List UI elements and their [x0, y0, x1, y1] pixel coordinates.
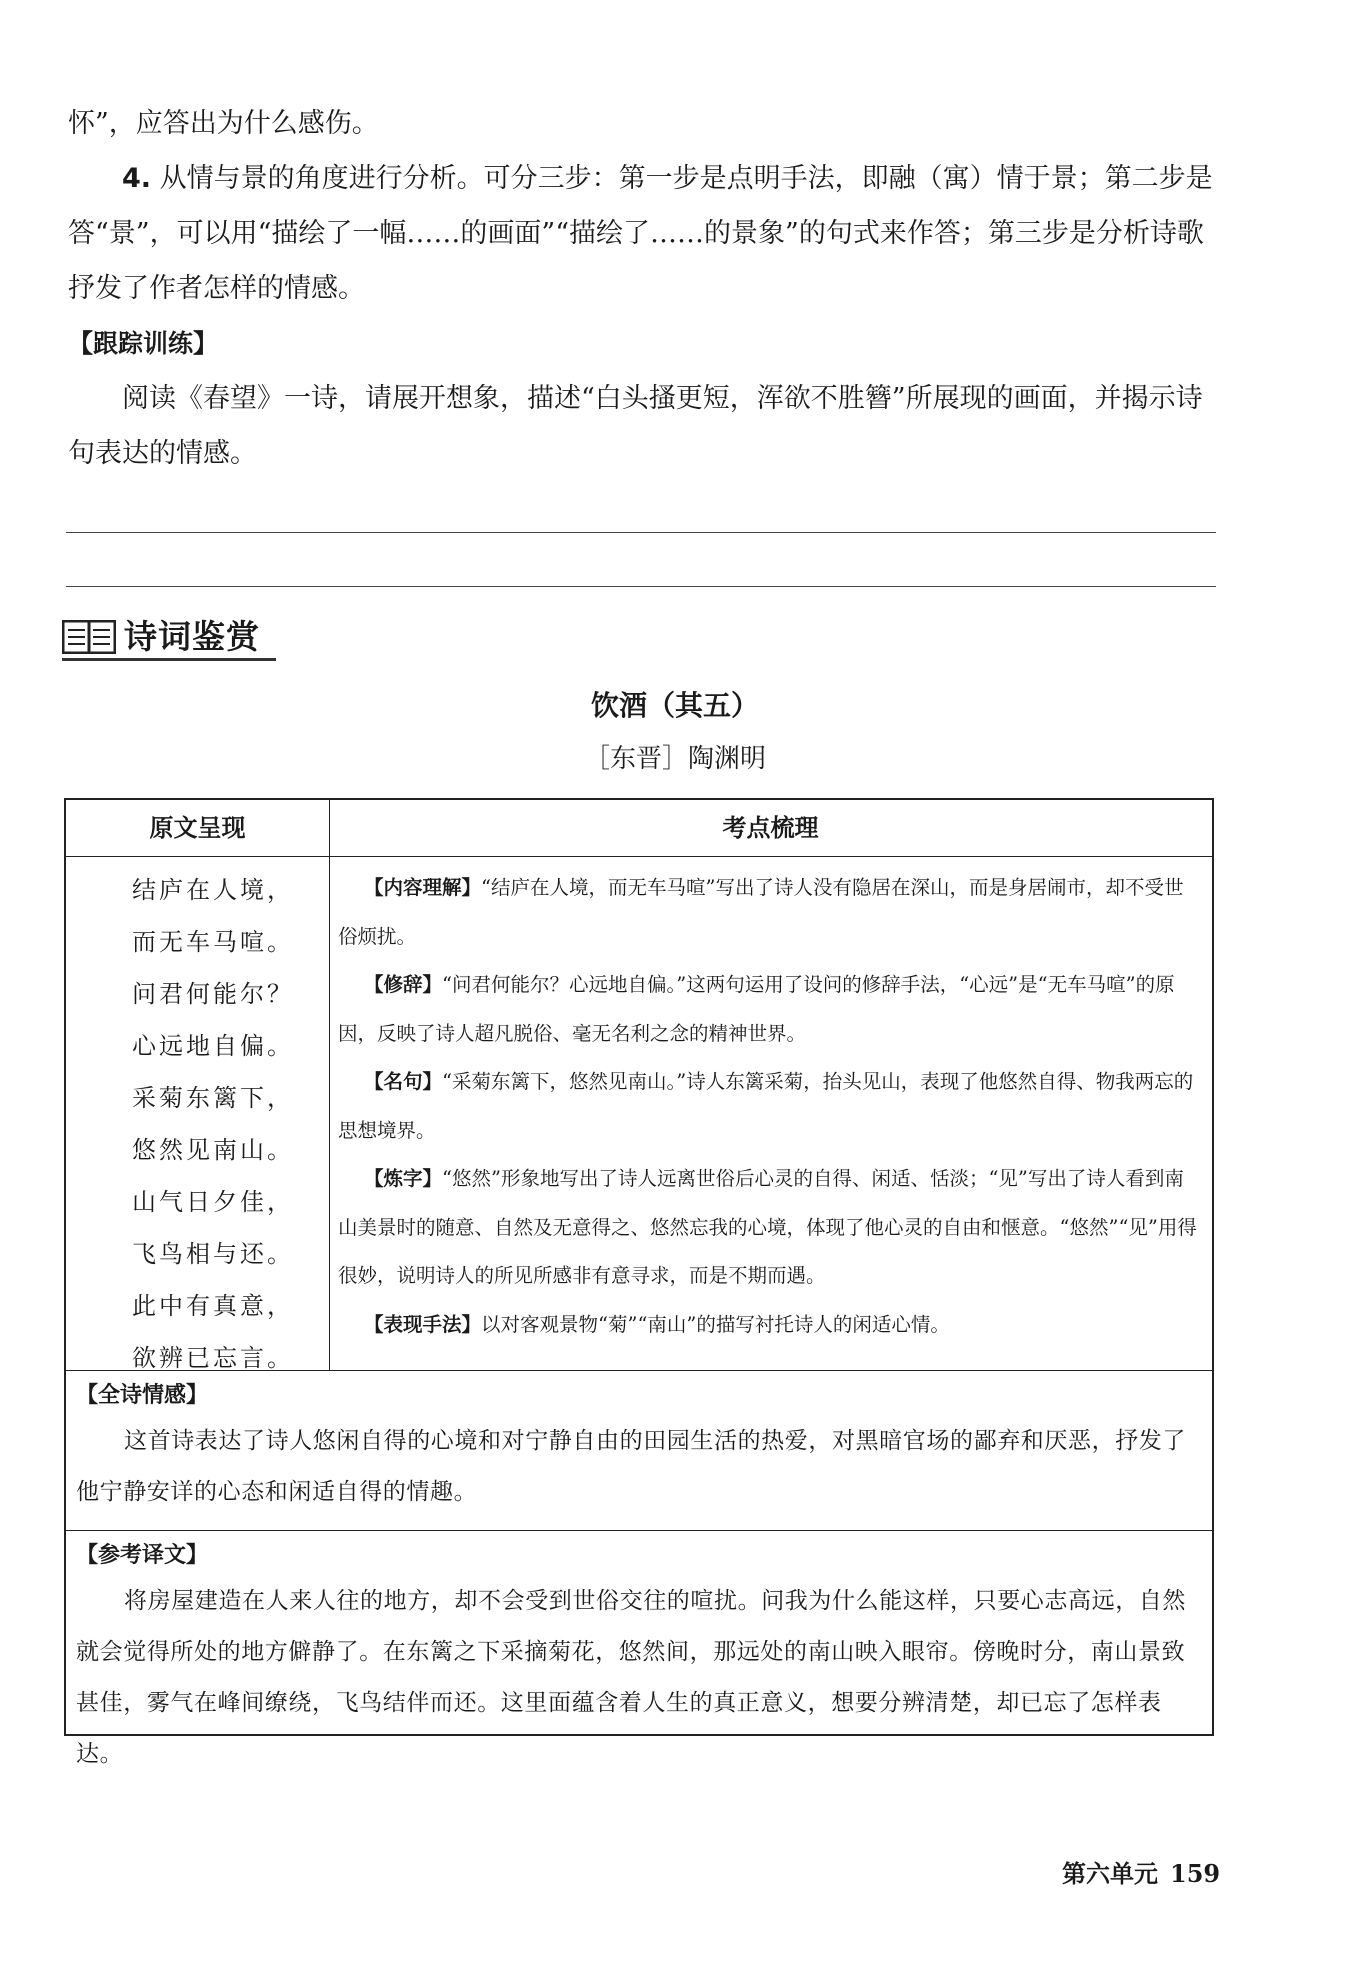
practice-question: 阅读《春望》一诗，请展开想象，描述“白头搔更短，浑欲不胜簪”所展现的画面，并揭示诗句表达的情感。 [68, 383, 1203, 469]
poem-text [66, 864, 329, 1384]
guidance-line-1: 怀”，应答出为什么感伤。 [68, 108, 379, 139]
note-tag: 【修辞】 [364, 973, 443, 996]
poem-line: 采菊东篱下， [132, 1084, 294, 1112]
section-underline [62, 658, 276, 661]
poem-line: 山气日夕佳， [132, 1188, 294, 1216]
section-title: 诗词鉴赏 [124, 617, 260, 656]
poem-analysis-table [64, 798, 1214, 1767]
practice-block [68, 316, 1218, 481]
unit-label: 第六单元 [1062, 1860, 1158, 1888]
poem-line: 飞鸟相与还。 [132, 1240, 294, 1268]
note-text: “结庐在人境，而无车马喧”写出了诗人没有隐居在深山，而是身居闹市，却不受世俗烦扰。 [338, 876, 1184, 948]
poem-line: 悠然见南山。 [132, 1136, 294, 1164]
analysis-notes [338, 864, 1200, 1349]
page-footer [1062, 1854, 1220, 1889]
page-number: 159 [1170, 1859, 1221, 1888]
row-divider-emotion [66, 1370, 1212, 1371]
translation-label: 【参考译文】 [76, 1543, 209, 1568]
item-number: 4. [122, 163, 152, 194]
poem-line: 心远地自偏。 [132, 1032, 294, 1060]
column-header-original: 原文呈现 [149, 814, 246, 842]
poem-author: ［东晋］陶渊明 [583, 744, 766, 774]
answer-line-2 [66, 586, 1216, 587]
note-technique [338, 1301, 1200, 1350]
note-rhetoric [338, 961, 1200, 1058]
emotion-label: 【全诗情感】 [76, 1383, 209, 1408]
item-4-text: 从情与景的角度进行分析。可分三步：第一步是点明手法，即融（寓）情于景；第二步是答“景”，可以用“描绘了一幅……的画面”“描绘了……的景象”的句式来作答；第三步是分析诗歌抒发了作者怎样的情感。 [68, 163, 1213, 304]
note-famous-line [338, 1058, 1200, 1155]
note-text: “问君何能尔？心远地自偏。”这两句运用了设问的修辞手法，“心远”是“无车马喧”的原因，反映了诗人超凡脱俗、毫无名利之念的精神世界。 [338, 973, 1175, 1045]
translation-block [76, 1536, 1204, 1780]
note-text: 以对客观景物“菊”“南山”的描写衬托诗人的闲适心情。 [481, 1312, 950, 1336]
poem-line: 结庐在人境， [132, 876, 294, 904]
answer-line-1 [66, 532, 1216, 533]
note-tag: 【表现手法】 [364, 1312, 482, 1336]
poem-title: 饮酒（其五） [590, 689, 759, 722]
poem-line: 问君何能尔？ [132, 980, 294, 1008]
note-text: “悠然”形象地写出了诗人远离世俗后心灵的自得、闲适、恬淡；“见”写出了诗人看到南山美景时的随意、自然及无意得之、悠然忘我的心境，体现了他心灵的自由和惬意。“悠然”“见”用得很妙，说明诗人的所见所感非有意寻求，而是不期而遇。 [338, 1167, 1197, 1287]
open-book-icon [62, 620, 116, 654]
column-header-analysis: 考点梳理 [722, 814, 819, 842]
column-divider [329, 800, 330, 1370]
note-word-choice [338, 1155, 1200, 1301]
emotion-block [76, 1376, 1204, 1518]
poem-line: 欲辨已忘言。 [132, 1344, 294, 1372]
note-tag: 【名句】 [364, 1070, 443, 1093]
answer-guidance [68, 96, 1218, 316]
note-tag: 【炼字】 [364, 1167, 443, 1190]
note-text: “采菊东篱下，悠然见南山。”诗人东篱采菊，抬头见山，表现了他悠然自得、物我两忘的思想境界。 [338, 1070, 1194, 1142]
section-heading [62, 612, 282, 662]
poem-line: 此中有真意， [132, 1292, 294, 1320]
poem-line: 而无车马喧。 [132, 928, 294, 956]
practice-label: 【跟踪训练】 [68, 329, 219, 358]
emotion-text: 这首诗表达了诗人悠闲自得的心境和对宁静自由的田园生活的热爱，对黑暗官场的鄙弃和厌恶，抒发了他宁静安详的心态和闲适自得的情趣。 [76, 1428, 1186, 1505]
guidance-item-4 [68, 151, 1218, 316]
note-tag: 【内容理解】 [364, 876, 482, 899]
note-content [338, 864, 1200, 961]
row-divider-translation [66, 1530, 1212, 1531]
translation-text: 将房屋建造在人来人往的地方，却不会受到世俗交往的喧扰。问我为什么能这样，只要心志高远，自然就会觉得所处的地方僻静了。在东篱之下采摘菊花，悠然间，那远处的南山映入眼帘。傍晚时分，南山景致甚佳，雾气在峰间缭绕，飞鸟结伴而还。这里面蕴含着人生的真正意义，想要分辨清楚，却已忘了怎样表达。 [76, 1588, 1186, 1767]
header-divider [66, 856, 1212, 857]
